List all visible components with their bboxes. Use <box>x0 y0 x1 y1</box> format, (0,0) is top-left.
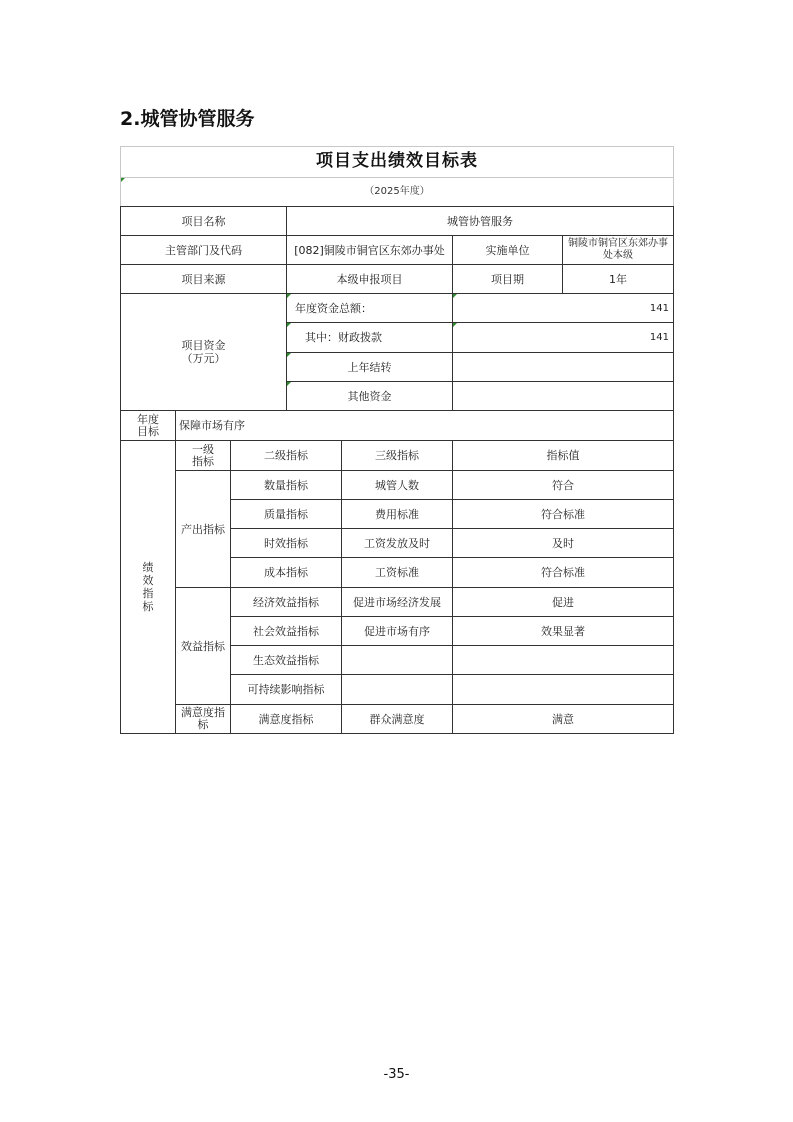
output-value: 符合标准 <box>541 566 585 579</box>
benefit-l2: 社会效益指标 <box>253 624 319 638</box>
impl-unit-value: 铜陵市铜官区东郊办事处本级 <box>568 238 668 261</box>
dept-label: 主管部门及代码 <box>165 243 242 257</box>
source-label: 项目来源 <box>181 272 226 286</box>
output-value: 及时 <box>552 536 574 550</box>
benefit-l3: 促进市场经济发展 <box>353 595 441 609</box>
indicators-group-vertical-text <box>143 561 154 613</box>
output-l2: 质量指标 <box>264 507 308 521</box>
project-name-value: 城管协管服务 <box>447 214 513 228</box>
source-value: 本级申报项目 <box>336 272 403 286</box>
fund-fiscal-label: 其中：财政拨款 <box>305 331 382 344</box>
output-l3: 城管人数 <box>375 478 419 492</box>
benefit-l3: 促进市场有序 <box>364 624 430 638</box>
indicators-group-char: 指 <box>142 587 154 600</box>
output-l3: 工资标准 <box>375 566 419 579</box>
output-indicators-label: 产出指标 <box>181 522 225 536</box>
table-title: 项目支出绩效目标表 <box>316 151 478 171</box>
satisfaction-indicators-label: 满意度指 标 <box>181 706 225 731</box>
fund-carryover-label: 上年结转 <box>347 360 392 374</box>
satisfaction-value: 满意 <box>552 712 574 726</box>
output-l2: 成本指标 <box>264 566 308 579</box>
output-value: 符合标准 <box>541 507 585 521</box>
benefit-value: 促进 <box>552 595 574 609</box>
fund-total-value: 141 <box>649 302 669 314</box>
dept-value: [082]铜陵市铜官区东郊办事处 <box>294 243 445 257</box>
header-level2: 二级指标 <box>264 449 308 462</box>
output-l2: 时效指标 <box>264 536 308 550</box>
indicators-group-label <box>121 441 175 733</box>
satisfaction-l3: 群众满意度 <box>369 712 425 726</box>
table-year: （2025年度） <box>364 186 430 197</box>
period-label: 项目期 <box>491 272 524 286</box>
indicators-group-char: 标 <box>142 600 154 613</box>
benefit-l2: 可持续影响指标 <box>247 683 325 696</box>
project-name-label: 项目名称 <box>181 214 226 228</box>
indicators-group-char: 效 <box>142 574 154 587</box>
annual-goal-label: 年度 目标 <box>137 412 159 438</box>
header-value: 指标值 <box>546 449 580 462</box>
fund-other-label: 其他资金 <box>347 389 392 403</box>
indicators-group-char: 绩 <box>142 561 154 574</box>
output-l3: 费用标准 <box>375 507 419 521</box>
header-level1: 一级 指标 <box>192 442 214 468</box>
page-number: -35- <box>383 1067 410 1082</box>
benefit-l2: 生态效益指标 <box>253 653 319 667</box>
annual-goal-value: 保障市场有序 <box>179 419 245 432</box>
output-value: 符合 <box>552 478 574 492</box>
impl-unit-label: 实施单位 <box>485 243 530 257</box>
output-l2: 数量指标 <box>264 478 308 492</box>
benefit-value <box>453 675 673 704</box>
section-heading: 2.城管协管服务 <box>120 108 255 130</box>
benefit-l2: 经济效益指标 <box>253 595 319 609</box>
benefit-value <box>453 646 673 674</box>
benefit-indicators-label: 效益指标 <box>181 639 225 653</box>
period-value: 1年 <box>609 272 627 286</box>
fund-fiscal-value: 141 <box>649 332 669 343</box>
header-level3: 三级指标 <box>375 449 419 462</box>
satisfaction-l2: 满意度指标 <box>258 712 314 726</box>
benefit-value: 效果显著 <box>541 624 585 638</box>
output-l3: 工资发放及时 <box>364 536 430 550</box>
fund-total-label: 年度资金总额： <box>295 301 372 315</box>
fund-label: 项目资金 （万元） <box>181 339 226 365</box>
benefit-l3 <box>342 675 452 704</box>
benefit-l3 <box>342 646 452 674</box>
